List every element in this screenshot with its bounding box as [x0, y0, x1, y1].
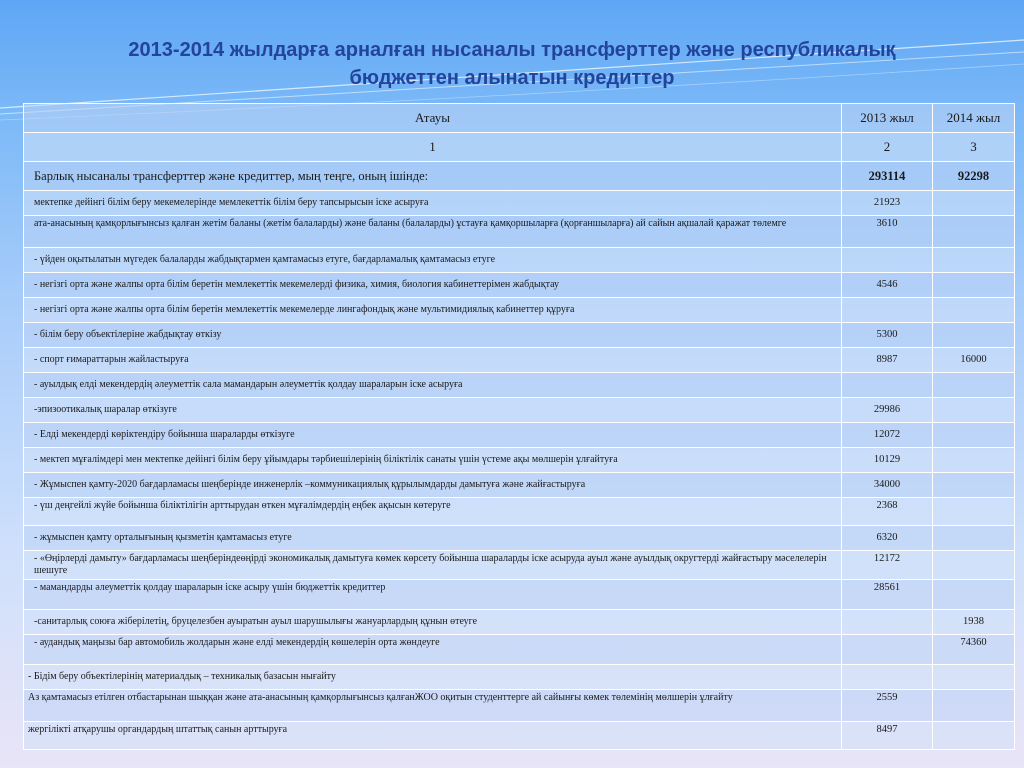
row-value-2014 — [933, 273, 1015, 298]
row-name: - ауылдық елді мекендердің әлеуметтік сала мамандарын әлеуметтік қолдау шараларын іске асыруға — [24, 373, 842, 398]
table-row — [24, 248, 1015, 273]
row-value-2014: 74360 — [933, 635, 1015, 665]
row-value-2013: 12172 — [842, 551, 933, 580]
row-value-2014: 16000 — [933, 348, 1015, 373]
transfers-table — [23, 103, 1015, 750]
table-row — [24, 551, 1015, 580]
row-value-2013: 2368 — [842, 498, 933, 526]
row-value-2013: 6320 — [842, 526, 933, 551]
row-name: Аз қамтамасыз етілген отбастарынан шыққан және ата-анасының қамқорлығынсыз қалғанЖОО оқитын студенттерге ай сайынғы көмек төлемінің мөлшерін ұлғайту — [24, 690, 842, 722]
row-value-2014 — [933, 423, 1015, 448]
row-value-2014 — [933, 498, 1015, 526]
header-row — [24, 104, 1015, 133]
row-value-2014 — [933, 248, 1015, 273]
row-name: - негізгі орта және жалпы орта білім беретін мемлекеттік мекемелерде лингафондық және мультимидиялық кабинеттер құруға — [24, 298, 842, 323]
page-title — [0, 36, 1024, 92]
row-value-2014 — [933, 526, 1015, 551]
row-name: - мектеп мұғалімдері мен мектепке дейінгі білім беру ұйымдары тәрбиешілерінің біліктілік санаты үшін үстеме ақы мөлшерін ұлғайтуға — [24, 448, 842, 473]
row-name: - негізгі орта және жалпы орта білім беретін мемлекеттік мекемелерді физика, химия, биология кабинеттерімен жабдықтау — [24, 273, 842, 298]
row-value-2013: 21923 — [842, 191, 933, 216]
table-row — [24, 473, 1015, 498]
row-value-2013: 12072 — [842, 423, 933, 448]
column-number-1: 1 — [24, 133, 842, 162]
table-row — [24, 298, 1015, 323]
row-value-2014 — [933, 473, 1015, 498]
table-row — [24, 635, 1015, 665]
row-value-2014 — [933, 690, 1015, 722]
row-value-2014 — [933, 323, 1015, 348]
row-name: - Бідім беру объектілерінің материалдық – техникалық базасын нығайту — [24, 665, 842, 690]
table-row — [24, 323, 1015, 348]
row-value-2013 — [842, 665, 933, 690]
row-value-2014 — [933, 722, 1015, 750]
row-value-2013: 8497 — [842, 722, 933, 750]
numbering-row — [24, 133, 1015, 162]
row-value-2013: 3610 — [842, 216, 933, 248]
row-value-2013: 4546 — [842, 273, 933, 298]
table-row — [24, 398, 1015, 423]
row-value-2013 — [842, 248, 933, 273]
row-name: жергілікті атқарушы органдардың штаттық санын арттыруға — [24, 722, 842, 750]
row-value-2013 — [842, 610, 933, 635]
row-value-2013: 2559 — [842, 690, 933, 722]
row-value-2014 — [933, 580, 1015, 610]
row-value-2014 — [933, 665, 1015, 690]
total-2013: 293114 — [842, 162, 933, 191]
row-name: - аудандық маңызы бар автомобиль жолдарын және елді мекендердің көшелерін орта жөндеуге — [24, 635, 842, 665]
table-row — [24, 722, 1015, 750]
row-value-2014 — [933, 216, 1015, 248]
total-name: Барлық нысаналы трансферттер және кредиттер, мың теңге, оның ішінде: — [24, 162, 842, 191]
table-row — [24, 580, 1015, 610]
row-name: -эпизоотикалық шаралар өткізуге — [24, 398, 842, 423]
row-name: - жұмыспен қамту орталығының қызметін қамтамасыз етуге — [24, 526, 842, 551]
table-row — [24, 610, 1015, 635]
total-row — [24, 162, 1015, 191]
row-value-2013: 28561 — [842, 580, 933, 610]
table-row — [24, 690, 1015, 722]
row-value-2013 — [842, 298, 933, 323]
row-value-2014 — [933, 298, 1015, 323]
row-name: - үйден оқытылатын мүгедек балаларды жабдықтармен қамтамасыз етуге, бағдарламалық қамтамасыз етуге — [24, 248, 842, 273]
row-value-2014 — [933, 191, 1015, 216]
total-2014: 92298 — [933, 162, 1015, 191]
row-value-2014 — [933, 448, 1015, 473]
header-2013: 2013 жыл — [842, 104, 933, 133]
table-row — [24, 348, 1015, 373]
row-value-2013 — [842, 373, 933, 398]
row-value-2013: 8987 — [842, 348, 933, 373]
header-2014: 2014 жыл — [933, 104, 1015, 133]
transfers-table-container — [23, 103, 1014, 750]
row-value-2014: 1938 — [933, 610, 1015, 635]
row-value-2014 — [933, 551, 1015, 580]
column-number-3: 3 — [933, 133, 1015, 162]
row-value-2014 — [933, 398, 1015, 423]
table-row — [24, 373, 1015, 398]
row-name: - үш деңгейлі жүйе бойынша біліктілігін арттырудан өткен мұғалімдердің еңбек ақысын көтеруге — [24, 498, 842, 526]
row-value-2014 — [933, 373, 1015, 398]
table-row — [24, 526, 1015, 551]
table-row — [24, 273, 1015, 298]
table-row — [24, 191, 1015, 216]
row-value-2013: 5300 — [842, 323, 933, 348]
row-name: - білім беру объектілеріне жабдықтау өткізу — [24, 323, 842, 348]
header-name: Атауы — [24, 104, 842, 133]
row-name: ата-анасының қамқорлығынсыз қалған жетім баланы (жетім балаларды) және баланы (балаларды) ұстауға қамқоршыларға (қорғаншыларға) ай сайын ақшалай қаражат төлемге — [24, 216, 842, 248]
title-line-2: бюджеттен алынатын кредиттер — [349, 67, 675, 89]
row-name: - Жұмыспен қамту-2020 бағдарламасы шеңберінде инженерлік –коммуникациялық құрылымдарды дамытуға және жайғастыруға — [24, 473, 842, 498]
row-value-2013 — [842, 635, 933, 665]
table-row — [24, 498, 1015, 526]
row-value-2013: 29986 — [842, 398, 933, 423]
table-row — [24, 216, 1015, 248]
row-value-2013: 10129 — [842, 448, 933, 473]
table-row — [24, 665, 1015, 690]
column-number-2: 2 — [842, 133, 933, 162]
row-name: - «Өңірлерді дамыту» бағдарламасы шеңберіндеөңірді экономикалық дамытуға көмек көрсету бойынша шараларды іске асыруда ауыл және ауылдық округтердi жайғастыру мәселелерін шешуге — [24, 551, 842, 580]
row-name: мектепке дейінгі білім беру мекемелерінде мемлекеттік білім беру тапсырысын іске асыруға — [24, 191, 842, 216]
table-row — [24, 448, 1015, 473]
row-name: - Елді мекендерді көріктендіру бойынша шараларды өткізуге — [24, 423, 842, 448]
row-value-2013: 34000 — [842, 473, 933, 498]
title-line-1: 2013-2014 жылдарға арналған нысаналы трансферттер және республикалық — [128, 39, 896, 61]
row-name: - мамандарды әлеуметтік қолдау шараларын іске асыру үшін бюджеттік кредиттер — [24, 580, 842, 610]
row-name: -санитарлық союға жіберілетің, бруцелезбен ауыратын ауыл шарушылығы жануарлардың құнын өтеуге — [24, 610, 842, 635]
row-name: - спорт ғимараттарын жайластыруға — [24, 348, 842, 373]
table-row — [24, 423, 1015, 448]
